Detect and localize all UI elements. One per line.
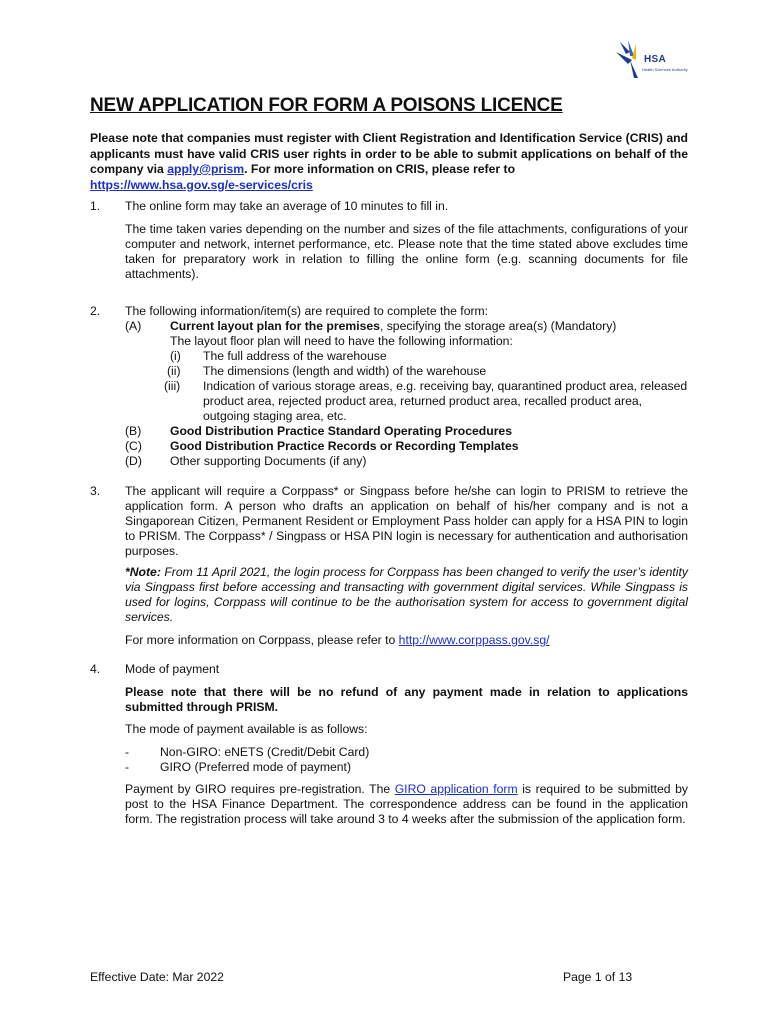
page-title: NEW APPLICATION FOR FORM A POISONS LICENCE bbox=[90, 95, 563, 116]
corppass-info-text: For more information on Corppass, please refer to bbox=[125, 633, 399, 647]
giro-text-2: is required to be submitted by post to the HSA Finance Department. The correspondence address can be found in the application form. The registration process will take around 3 to 4 weeks after the submission of the application form. bbox=[125, 782, 689, 826]
page-number: Page 1 of 13 bbox=[563, 970, 633, 984]
item-a-bold: Current layout plan for the premises bbox=[170, 319, 380, 333]
cris-notice bbox=[90, 131, 688, 193]
cris-link[interactable]: https://www.hsa.gov.sg/e-services/cris bbox=[90, 177, 313, 192]
item-d-label: (D) bbox=[125, 454, 142, 468]
item-4-text: Mode of payment bbox=[125, 662, 220, 676]
roman-2-label: (ii) bbox=[167, 364, 181, 378]
effective-date: Effective Date: Mar 2022 bbox=[90, 970, 224, 984]
payment-option-nongiro: Non-GIRO: eNETS (Credit/Debit Card) bbox=[160, 745, 370, 759]
item-1-text: The online form may take an average of 10 minutes to fill in. bbox=[125, 199, 449, 213]
payment-option-giro: GIRO (Preferred mode of payment) bbox=[160, 760, 352, 774]
item-a-text bbox=[170, 319, 616, 334]
item-3-text: The applicant will require a Corppass* or Singpass before he/she can login to PRISM to retrieve the application form. A person who drafts an application on behalf of his/her company and is not a Singaporean Citizen, Permanent Resident or Employment Pass holder can apply for a HSA PIN to login to PRISM. The Corppass* / Singpass or HSA PIN login is necessary for authentication and authorisation purposes. bbox=[125, 484, 688, 558]
roman-3-text: Indication of various storage areas, e.g. receiving bay, quarantined product area, released product area, rejected product area, returned product area, recalled product area, outgoing staging area, etc. bbox=[203, 379, 688, 423]
item-4-number: 4. bbox=[90, 662, 101, 676]
item-2-text: The following information/item(s) are required to complete the form: bbox=[125, 304, 489, 318]
giro-text-1: Payment by GIRO requires pre-registration. The bbox=[125, 782, 395, 796]
notice-text-1: Please note that companies must register with Client Registration and Identification Service (CRIS) and applicants must have valid CRIS user rights in order to be able to submit applications on behalf of the company via bbox=[90, 131, 688, 176]
item-b-text: Good Distribution Practice Standard Operating Procedures bbox=[170, 424, 512, 438]
item-1-number: 1. bbox=[90, 199, 101, 213]
payment-dash-2: - bbox=[125, 760, 130, 774]
item-a-rest: , specifying the storage area(s) (Mandatory) bbox=[379, 319, 617, 333]
refund-notice: Please note that there will be no refund of any payment made in relation to applications submitted through PRISM. bbox=[125, 685, 688, 714]
item-c-text: Good Distribution Practice Records or Recording Templates bbox=[170, 439, 519, 453]
item-b-label: (B) bbox=[125, 424, 142, 438]
corppass-link[interactable]: http://www.corppass.gov.sg/ bbox=[398, 633, 550, 647]
logo-text: HSA bbox=[644, 54, 667, 65]
roman-1-text: The full address of the warehouse bbox=[203, 349, 387, 363]
note-label: *Note: bbox=[125, 565, 161, 579]
item-d-text: Other supporting Documents (if any) bbox=[170, 454, 367, 468]
corppass-note bbox=[125, 565, 688, 625]
payment-mode-intro: The mode of payment available is as follows: bbox=[125, 722, 368, 736]
giro-application-form-link[interactable]: GIRO application form bbox=[394, 782, 518, 796]
logo-subtext: Health Sciences Authority bbox=[642, 67, 688, 72]
roman-3-label: (iii) bbox=[164, 379, 181, 393]
roman-2-text: The dimensions (length and width) of the warehouse bbox=[203, 364, 487, 378]
payment-dash-1: - bbox=[125, 745, 130, 759]
notice-text-2: . For more information on CRIS, please refer to bbox=[244, 162, 516, 176]
item-a-subtext: The layout floor plan will need to have the following information: bbox=[170, 334, 513, 348]
item-1-detail: The time taken varies depending on the number and sizes of the file attachments, configurations of your computer and network, internet performance, etc. Please note that the time stated above excludes time taken for preparatory work in relation to filling the online form (e.g. scanning documents for file attachments). bbox=[125, 222, 688, 281]
item-c-label: (C) bbox=[125, 439, 142, 453]
giro-info bbox=[125, 782, 688, 827]
note-text: From 11 April 2021, the login process for Corppass has been changed to verify the user’s identity via Singpass first before accessing and transacting with government digital services. While Singpass is used for logins, Corppass will continue to be the authorisation system for access to government digital services. bbox=[125, 565, 688, 624]
roman-1-label: (i) bbox=[170, 349, 181, 363]
corppass-info bbox=[125, 633, 688, 648]
item-a-label: (A) bbox=[125, 319, 142, 333]
item-3-number: 3. bbox=[90, 484, 101, 498]
item-2-number: 2. bbox=[90, 304, 101, 318]
apply-prism-link[interactable]: apply@prism bbox=[167, 162, 245, 176]
